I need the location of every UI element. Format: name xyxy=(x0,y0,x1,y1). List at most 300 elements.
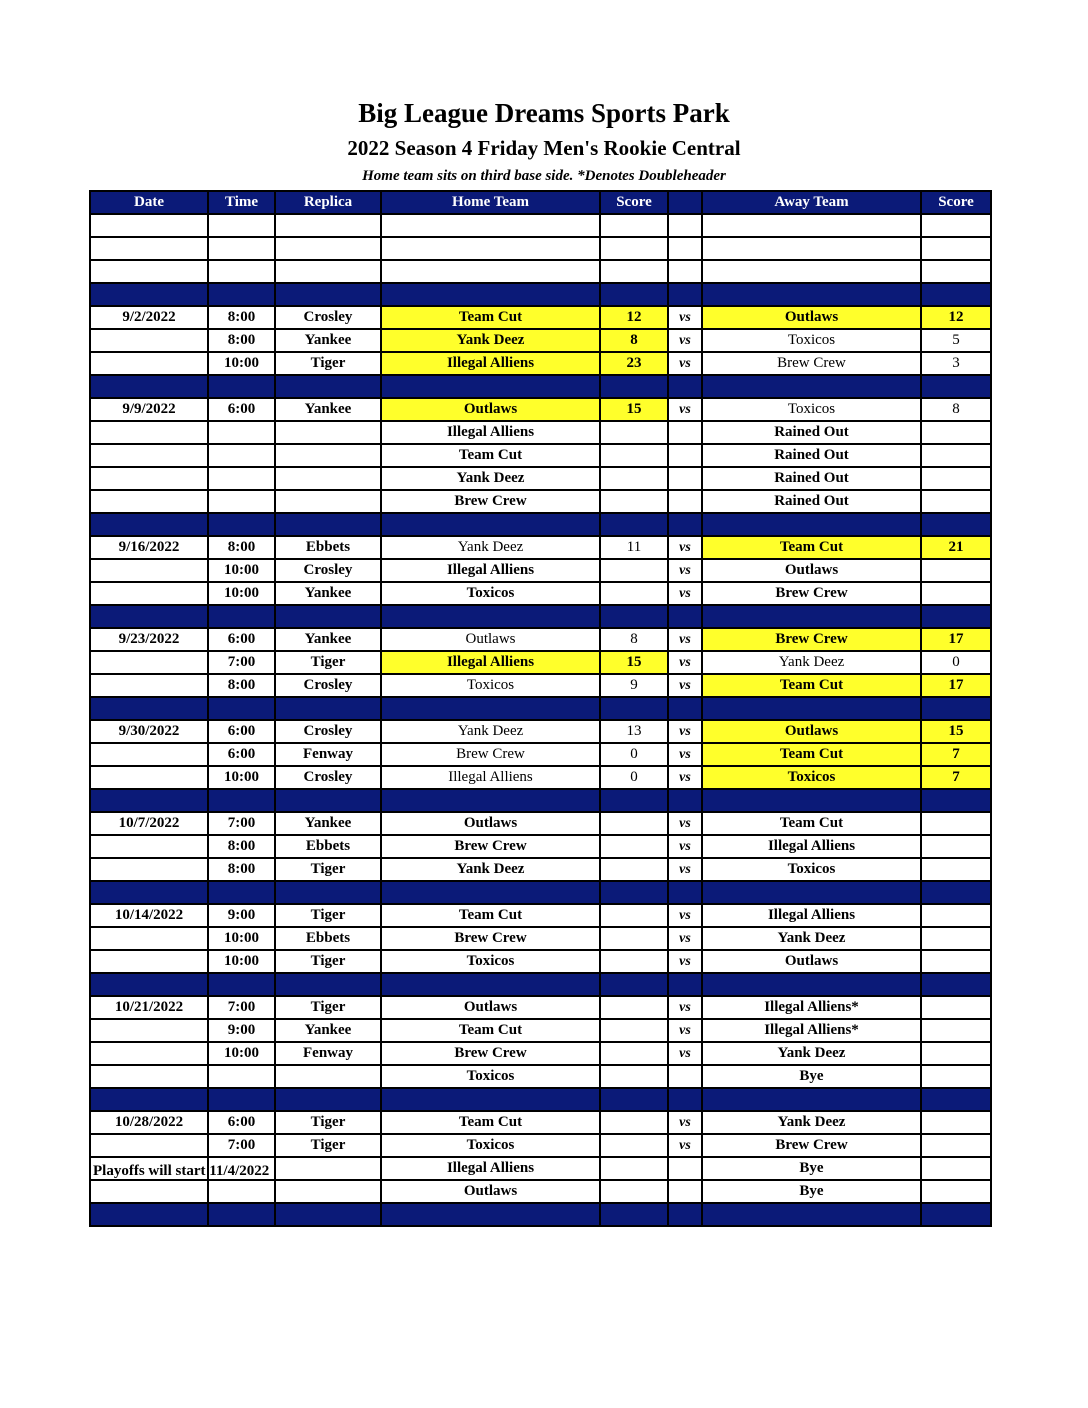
home-score-cell xyxy=(600,1203,668,1226)
away-score-cell: 8 xyxy=(921,398,991,421)
home-team-cell xyxy=(381,973,600,996)
vs-cell xyxy=(668,444,702,467)
time-cell xyxy=(208,214,275,237)
time-cell xyxy=(208,421,275,444)
home-score-cell xyxy=(600,1111,668,1134)
replica-cell xyxy=(275,237,381,260)
home-team-cell: Brew Crew xyxy=(381,927,600,950)
time-cell: 7:00 xyxy=(208,996,275,1019)
col-date-header: Date xyxy=(90,191,208,214)
vs-cell: vs xyxy=(668,1111,702,1134)
date-cell xyxy=(90,1134,208,1157)
away-team-cell xyxy=(702,605,921,628)
away-score-cell xyxy=(921,812,991,835)
away-score-cell: 3 xyxy=(921,352,991,375)
vs-cell xyxy=(668,214,702,237)
home-team-cell: Brew Crew xyxy=(381,490,600,513)
replica-cell: Crosley xyxy=(275,720,381,743)
replica-cell: Tiger xyxy=(275,352,381,375)
home-team-cell: Team Cut xyxy=(381,1111,600,1134)
home-score-cell xyxy=(600,1180,668,1203)
home-team-cell: Illegal Alliens xyxy=(381,352,600,375)
home-team-cell: Illegal Alliens xyxy=(381,1157,600,1180)
home-team-cell: Toxicos xyxy=(381,950,600,973)
vs-cell xyxy=(668,973,702,996)
home-team-cell: Outlaws xyxy=(381,812,600,835)
vs-cell: vs xyxy=(668,743,702,766)
away-score-cell: 0 xyxy=(921,651,991,674)
vs-cell: vs xyxy=(668,766,702,789)
time-cell: 6:00 xyxy=(208,720,275,743)
away-team-cell: Team Cut xyxy=(702,674,921,697)
away-team-cell xyxy=(702,375,921,398)
vs-cell xyxy=(668,881,702,904)
home-score-cell xyxy=(600,858,668,881)
time-cell xyxy=(208,490,275,513)
home-score-cell: 9 xyxy=(600,674,668,697)
away-team-cell: Rained Out xyxy=(702,467,921,490)
table-row xyxy=(90,720,991,743)
away-score-cell: 12 xyxy=(921,306,991,329)
vs-cell xyxy=(668,283,702,306)
home-score-cell: 12 xyxy=(600,306,668,329)
date-cell: 10/7/2022 xyxy=(90,812,208,835)
replica-cell: Fenway xyxy=(275,743,381,766)
home-score-cell xyxy=(600,467,668,490)
vs-cell xyxy=(668,1180,702,1203)
away-score-cell xyxy=(921,927,991,950)
replica-cell xyxy=(275,1180,381,1203)
home-team-cell xyxy=(381,513,600,536)
date-cell: 10/21/2022 xyxy=(90,996,208,1019)
date-cell xyxy=(90,1042,208,1065)
home-team-cell: Team Cut xyxy=(381,306,600,329)
date-cell xyxy=(90,490,208,513)
home-team-cell: Illegal Alliens xyxy=(381,766,600,789)
away-score-cell xyxy=(921,605,991,628)
table-row xyxy=(90,812,991,835)
time-cell: 9:00 xyxy=(208,904,275,927)
vs-cell: vs xyxy=(668,559,702,582)
time-cell: 7:00 xyxy=(208,1134,275,1157)
time-cell: 6:00 xyxy=(208,1111,275,1134)
away-team-cell xyxy=(702,1088,921,1111)
replica-cell xyxy=(275,421,381,444)
home-team-cell: Outlaws xyxy=(381,628,600,651)
vs-cell: vs xyxy=(668,720,702,743)
away-score-cell xyxy=(921,490,991,513)
home-team-cell: Yank Deez xyxy=(381,467,600,490)
home-score-cell xyxy=(600,1157,668,1180)
away-score-cell xyxy=(921,467,991,490)
home-score-cell: 15 xyxy=(600,398,668,421)
away-team-cell: Rained Out xyxy=(702,421,921,444)
away-score-cell xyxy=(921,375,991,398)
vs-cell xyxy=(668,467,702,490)
table-row xyxy=(90,927,991,950)
away-team-cell: Brew Crew xyxy=(702,582,921,605)
col-away-score-header: Score xyxy=(921,191,991,214)
home-team-cell: Illegal Alliens xyxy=(381,421,600,444)
date-cell xyxy=(90,927,208,950)
away-score-cell xyxy=(921,950,991,973)
away-score-cell xyxy=(921,1088,991,1111)
replica-cell: Ebbets xyxy=(275,835,381,858)
home-score-cell xyxy=(600,973,668,996)
home-score-cell xyxy=(600,237,668,260)
vs-cell: vs xyxy=(668,306,702,329)
away-score-cell: 7 xyxy=(921,743,991,766)
home-team-cell: Yank Deez xyxy=(381,720,600,743)
home-score-cell xyxy=(600,697,668,720)
vs-cell: vs xyxy=(668,329,702,352)
away-team-cell: Illegal Alliens* xyxy=(702,1019,921,1042)
time-cell: 6:00 xyxy=(208,743,275,766)
home-score-cell xyxy=(600,1134,668,1157)
blank-row xyxy=(90,260,991,283)
away-score-cell: 21 xyxy=(921,536,991,559)
home-team-cell: Toxicos xyxy=(381,674,600,697)
time-cell xyxy=(208,237,275,260)
date-cell xyxy=(90,697,208,720)
time-cell: 10:00 xyxy=(208,352,275,375)
away-team-cell xyxy=(702,513,921,536)
time-cell xyxy=(208,444,275,467)
away-score-cell xyxy=(921,237,991,260)
home-team-cell xyxy=(381,605,600,628)
replica-cell: Tiger xyxy=(275,1111,381,1134)
away-score-cell xyxy=(921,1019,991,1042)
week-separator-row xyxy=(90,973,991,996)
replica-cell xyxy=(275,1203,381,1226)
away-score-cell xyxy=(921,421,991,444)
home-team-cell: Outlaws xyxy=(381,398,600,421)
away-team-cell: Outlaws xyxy=(702,306,921,329)
away-score-cell: 17 xyxy=(921,628,991,651)
date-cell: 10/28/2022 xyxy=(90,1111,208,1134)
vs-cell: vs xyxy=(668,582,702,605)
home-score-cell: 8 xyxy=(600,329,668,352)
home-team-cell: Toxicos xyxy=(381,582,600,605)
table-row xyxy=(90,996,991,1019)
vs-cell: vs xyxy=(668,651,702,674)
replica-cell xyxy=(275,375,381,398)
home-score-cell xyxy=(600,1088,668,1111)
home-score-cell: 0 xyxy=(600,766,668,789)
away-score-cell xyxy=(921,1180,991,1203)
away-team-cell: Outlaws xyxy=(702,559,921,582)
replica-cell: Tiger xyxy=(275,904,381,927)
away-score-cell xyxy=(921,904,991,927)
home-score-cell xyxy=(600,996,668,1019)
date-cell: 9/30/2022 xyxy=(90,720,208,743)
vs-cell: vs xyxy=(668,1019,702,1042)
table-row xyxy=(90,858,991,881)
blank-row xyxy=(90,237,991,260)
vs-cell: vs xyxy=(668,536,702,559)
replica-cell: Yankee xyxy=(275,1019,381,1042)
away-score-cell xyxy=(921,835,991,858)
away-team-cell: Illegal Alliens* xyxy=(702,996,921,1019)
table-row xyxy=(90,1180,991,1203)
time-cell xyxy=(208,605,275,628)
home-score-cell: 15 xyxy=(600,651,668,674)
date-cell xyxy=(90,1088,208,1111)
replica-cell: Yankee xyxy=(275,329,381,352)
date-cell: 9/9/2022 xyxy=(90,398,208,421)
home-team-cell: Outlaws xyxy=(381,1180,600,1203)
home-team-cell xyxy=(381,260,600,283)
time-cell xyxy=(208,1088,275,1111)
col-vs-header xyxy=(668,191,702,214)
week-separator-row xyxy=(90,1088,991,1111)
vs-cell xyxy=(668,375,702,398)
date-cell xyxy=(90,444,208,467)
table-row xyxy=(90,1065,991,1088)
home-score-cell xyxy=(600,214,668,237)
home-team-cell xyxy=(381,789,600,812)
replica-cell: Crosley xyxy=(275,766,381,789)
home-score-cell xyxy=(600,1042,668,1065)
home-team-cell xyxy=(381,237,600,260)
time-cell: 10:00 xyxy=(208,766,275,789)
header-row xyxy=(90,191,991,214)
away-team-cell xyxy=(702,283,921,306)
away-team-cell: Yank Deez xyxy=(702,1042,921,1065)
time-cell: 8:00 xyxy=(208,674,275,697)
time-cell xyxy=(208,375,275,398)
schedule-table xyxy=(89,190,992,1227)
replica-cell: Yankee xyxy=(275,628,381,651)
away-team-cell: Toxicos xyxy=(702,398,921,421)
home-score-cell xyxy=(600,812,668,835)
table-row xyxy=(90,835,991,858)
week-separator-row xyxy=(90,375,991,398)
away-team-cell xyxy=(702,237,921,260)
table-row xyxy=(90,743,991,766)
time-cell: 10:00 xyxy=(208,559,275,582)
date-cell xyxy=(90,1065,208,1088)
away-team-cell: Rained Out xyxy=(702,490,921,513)
home-score-cell xyxy=(600,375,668,398)
away-team-cell xyxy=(702,1203,921,1226)
date-cell xyxy=(90,789,208,812)
schedule-note: Home team sits on third base side. *Denotes Doubleheader xyxy=(362,168,726,184)
vs-cell xyxy=(668,1203,702,1226)
date-cell xyxy=(90,1019,208,1042)
time-cell xyxy=(208,283,275,306)
home-score-cell xyxy=(600,283,668,306)
table-row xyxy=(90,950,991,973)
away-team-cell: Brew Crew xyxy=(702,1134,921,1157)
home-score-cell xyxy=(600,881,668,904)
home-score-cell xyxy=(600,260,668,283)
away-score-cell: 7 xyxy=(921,766,991,789)
table-row xyxy=(90,651,991,674)
page-title: Big League Dreams Sports Park xyxy=(358,98,730,128)
home-team-cell xyxy=(381,283,600,306)
week-separator-row xyxy=(90,1203,991,1226)
replica-cell: Tiger xyxy=(275,950,381,973)
date-cell xyxy=(90,950,208,973)
replica-cell xyxy=(275,490,381,513)
week-separator-row xyxy=(90,697,991,720)
home-score-cell xyxy=(600,950,668,973)
home-team-cell: Yank Deez xyxy=(381,536,600,559)
table-row xyxy=(90,306,991,329)
home-team-cell: Outlaws xyxy=(381,996,600,1019)
time-cell: 6:00 xyxy=(208,628,275,651)
time-cell: 8:00 xyxy=(208,329,275,352)
home-score-cell: 8 xyxy=(600,628,668,651)
date-cell xyxy=(90,352,208,375)
replica-cell: Fenway xyxy=(275,1042,381,1065)
date-cell xyxy=(90,237,208,260)
home-score-cell xyxy=(600,582,668,605)
vs-cell: vs xyxy=(668,858,702,881)
away-team-cell: Outlaws xyxy=(702,720,921,743)
away-team-cell: Toxicos xyxy=(702,329,921,352)
time-cell: 8:00 xyxy=(208,306,275,329)
vs-cell xyxy=(668,237,702,260)
replica-cell: Crosley xyxy=(275,559,381,582)
time-cell xyxy=(208,881,275,904)
home-score-cell xyxy=(600,1065,668,1088)
home-score-cell xyxy=(600,490,668,513)
col-time-header: Time xyxy=(208,191,275,214)
replica-cell: Tiger xyxy=(275,858,381,881)
home-score-cell xyxy=(600,1019,668,1042)
home-team-cell: Toxicos xyxy=(381,1065,600,1088)
home-team-cell: Brew Crew xyxy=(381,743,600,766)
date-cell xyxy=(90,214,208,237)
table-row xyxy=(90,628,991,651)
date-cell xyxy=(90,881,208,904)
away-score-cell xyxy=(921,1157,991,1180)
home-score-cell: 0 xyxy=(600,743,668,766)
date-cell xyxy=(90,973,208,996)
away-score-cell xyxy=(921,260,991,283)
date-cell xyxy=(90,329,208,352)
week-separator-row xyxy=(90,881,991,904)
time-cell: 8:00 xyxy=(208,536,275,559)
date-cell xyxy=(90,674,208,697)
vs-cell: vs xyxy=(668,996,702,1019)
date-cell: 9/23/2022 xyxy=(90,628,208,651)
replica-cell xyxy=(275,789,381,812)
vs-cell xyxy=(668,605,702,628)
date-cell xyxy=(90,835,208,858)
table-row xyxy=(90,536,991,559)
vs-cell: vs xyxy=(668,950,702,973)
home-score-cell: 13 xyxy=(600,720,668,743)
date-cell: 10/14/2022 xyxy=(90,904,208,927)
date-cell xyxy=(90,651,208,674)
time-cell: 7:00 xyxy=(208,812,275,835)
away-team-cell: Brew Crew xyxy=(702,352,921,375)
away-team-cell xyxy=(702,789,921,812)
home-score-cell xyxy=(600,444,668,467)
home-score-cell xyxy=(600,605,668,628)
time-cell: 6:00 xyxy=(208,398,275,421)
vs-cell xyxy=(668,490,702,513)
away-score-cell: 15 xyxy=(921,720,991,743)
week-separator-row xyxy=(90,513,991,536)
table-row xyxy=(90,582,991,605)
away-team-cell: Brew Crew xyxy=(702,628,921,651)
vs-cell: vs xyxy=(668,674,702,697)
week-separator-row xyxy=(90,789,991,812)
away-score-cell xyxy=(921,444,991,467)
replica-cell xyxy=(275,605,381,628)
time-cell: 10:00 xyxy=(208,582,275,605)
table-row xyxy=(90,467,991,490)
vs-cell xyxy=(668,789,702,812)
home-score-cell xyxy=(600,513,668,536)
home-team-cell: Toxicos xyxy=(381,1134,600,1157)
date-cell xyxy=(90,766,208,789)
away-team-cell: Toxicos xyxy=(702,766,921,789)
table-row xyxy=(90,329,991,352)
date-cell xyxy=(90,513,208,536)
away-score-cell xyxy=(921,973,991,996)
away-team-cell: Yank Deez xyxy=(702,1111,921,1134)
vs-cell xyxy=(668,1157,702,1180)
vs-cell xyxy=(668,513,702,536)
home-team-cell xyxy=(381,881,600,904)
replica-cell: Crosley xyxy=(275,306,381,329)
date-cell xyxy=(90,605,208,628)
replica-cell: Yankee xyxy=(275,582,381,605)
away-team-cell: Bye xyxy=(702,1180,921,1203)
replica-cell xyxy=(275,260,381,283)
time-cell: 10:00 xyxy=(208,1042,275,1065)
away-team-cell: Illegal Alliens xyxy=(702,835,921,858)
table-row xyxy=(90,398,991,421)
replica-cell xyxy=(275,881,381,904)
replica-cell: Crosley xyxy=(275,674,381,697)
home-team-cell xyxy=(381,214,600,237)
away-team-cell xyxy=(702,214,921,237)
col-home-team-header: Home Team xyxy=(381,191,600,214)
home-team-cell: Team Cut xyxy=(381,904,600,927)
replica-cell xyxy=(275,697,381,720)
replica-cell: Tiger xyxy=(275,1134,381,1157)
away-score-cell xyxy=(921,582,991,605)
away-team-cell: Rained Out xyxy=(702,444,921,467)
away-score-cell xyxy=(921,697,991,720)
home-team-cell xyxy=(381,1203,600,1226)
table-row xyxy=(90,421,991,444)
away-team-cell: Outlaws xyxy=(702,950,921,973)
replica-cell: Yankee xyxy=(275,812,381,835)
date-cell: 9/16/2022 xyxy=(90,536,208,559)
time-cell: 10:00 xyxy=(208,927,275,950)
vs-cell xyxy=(668,421,702,444)
table-row xyxy=(90,559,991,582)
home-team-cell: Brew Crew xyxy=(381,1042,600,1065)
replica-cell xyxy=(275,214,381,237)
playoffs-note: Playoffs will start 11/4/2022 xyxy=(93,1163,270,1179)
replica-cell: Tiger xyxy=(275,996,381,1019)
vs-cell: vs xyxy=(668,835,702,858)
col-away-team-header: Away Team xyxy=(702,191,921,214)
table-row xyxy=(90,444,991,467)
home-score-cell xyxy=(600,904,668,927)
away-team-cell: Yank Deez xyxy=(702,651,921,674)
date-cell xyxy=(90,1203,208,1226)
date-cell xyxy=(90,858,208,881)
